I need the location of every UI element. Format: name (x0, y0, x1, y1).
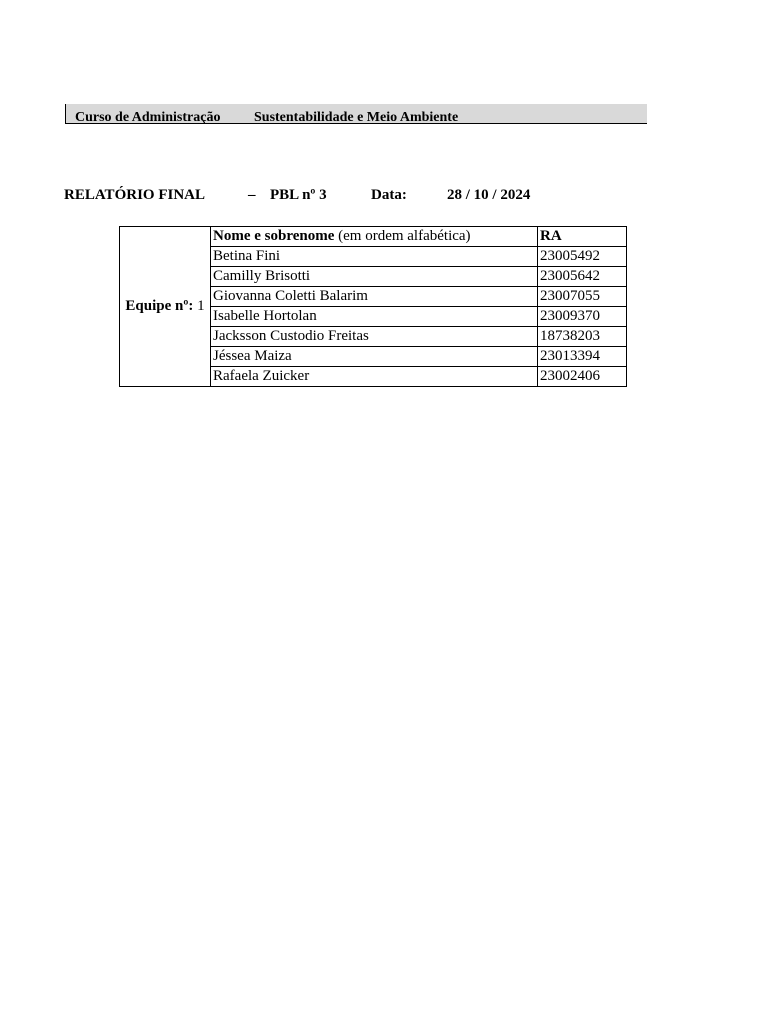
member-name: Isabelle Hortolan (211, 307, 538, 327)
title-dash: – (248, 187, 256, 203)
member-ra: 23013394 (538, 347, 627, 367)
team-cell (120, 227, 211, 387)
member-name: Camilly Brisotti (211, 267, 538, 287)
date-label: Data: (371, 187, 407, 203)
member-name: Betina Fini (211, 247, 538, 267)
member-name: Jacksson Custodio Freitas (211, 327, 538, 347)
member-ra: 23002406 (538, 367, 627, 387)
report-title: RELATÓRIO FINAL (64, 187, 205, 203)
member-name: Giovanna Coletti Balarim (211, 287, 538, 307)
member-ra: 23007055 (538, 287, 627, 307)
team-table (119, 226, 627, 387)
table-header-row (120, 227, 627, 247)
member-ra: 23005492 (538, 247, 627, 267)
name-header-rest: (em ordem alfabética) (338, 228, 471, 244)
team-label: Equipe nº: (125, 298, 194, 314)
course-name: Curso de Administração (75, 110, 221, 125)
name-header-bold: Nome e sobrenome (213, 228, 335, 244)
name-column-header (211, 227, 538, 247)
member-name: Jéssea Maiza (211, 347, 538, 367)
member-ra: 23005642 (538, 267, 627, 287)
member-ra: 18738203 (538, 327, 627, 347)
report-title-line (0, 187, 768, 207)
team-number: 1 (197, 298, 205, 314)
member-ra: 23009370 (538, 307, 627, 327)
date-value: 28 / 10 / 2024 (447, 187, 531, 203)
course-header-bar (65, 104, 647, 124)
pbl-number: PBL nº 3 (270, 187, 327, 203)
subject-name: Sustentabilidade e Meio Ambiente (254, 110, 459, 125)
ra-column-header: RA (538, 227, 627, 247)
member-name: Rafaela Zuicker (211, 367, 538, 387)
